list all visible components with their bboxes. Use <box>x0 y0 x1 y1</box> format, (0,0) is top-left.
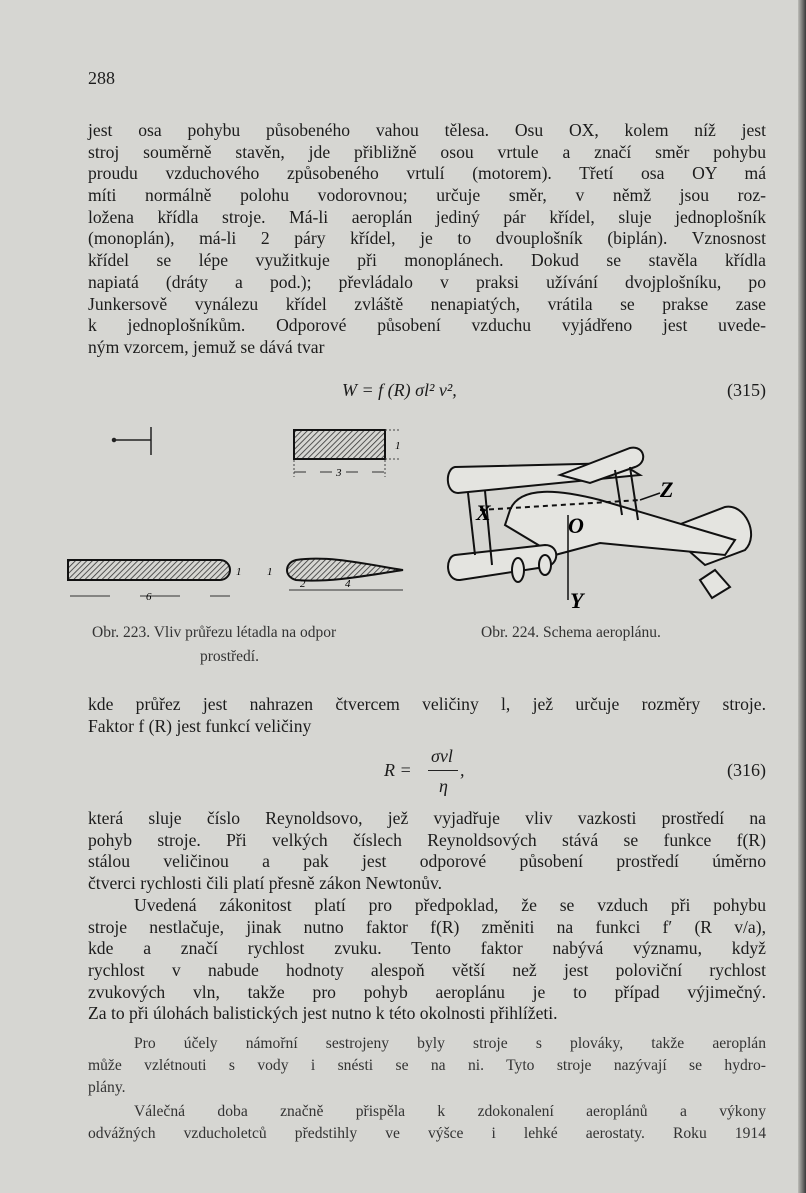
text-line: ložena křídla stroje. Má-li aeroplán jediný pár křídel, sluje jednoplošník <box>88 206 766 227</box>
text-line: plány. <box>88 1079 126 1096</box>
figure-223-caption-cont: prostředí. <box>200 648 259 665</box>
paragraph-1 <box>88 120 766 359</box>
figure-224-caption: Obr. 224. Schema aeroplánu. <box>481 624 661 641</box>
biplane-drawing <box>448 448 751 600</box>
page-number: 288 <box>88 68 115 88</box>
rect-width-label: 3 <box>336 467 342 479</box>
long-width-label: 6 <box>146 591 152 603</box>
text-line: míti normálně polohu vodorovnou; určuje směr, v němž jsou roz- <box>88 185 766 206</box>
equation-316-numerator: σvl <box>431 746 453 766</box>
text-line: Pro účely námořní sestrojeny byly stroje s plováky, takže aeroplán <box>134 1035 766 1052</box>
rect-cross-section <box>294 430 385 459</box>
text-line: křídel se lépe využitkuje při monoplánech. Dokud se stavěla křídla <box>88 250 766 271</box>
figure-223-caption: Obr. 223. Vliv průřezu létadla na odpor <box>92 624 337 641</box>
paragraph-3 <box>88 808 766 895</box>
long-cross-section <box>68 560 230 580</box>
equation-number-315: (315) <box>727 380 766 400</box>
flat-plate-icon <box>113 427 152 455</box>
text-line: stálou veličinou a pak jest odporové působení prostředí úměrno <box>88 851 766 872</box>
paragraph-6 <box>88 1101 766 1145</box>
equation-316-comma: , <box>460 760 465 780</box>
text-line: kde průřez jest nahrazen čtvercem veličiny l, jež určuje rozměry stroje. <box>88 694 766 714</box>
equation-number-316: (316) <box>727 760 766 780</box>
text-line: pohyb stroje. Při velkých číslech Reynoldsových stává se funkce f(R) <box>88 829 766 850</box>
origin-o-label: O <box>568 513 584 538</box>
text-line: (monoplán), má-li 2 páry křídel, je to dvouplošník (biplán). Vznosnost <box>88 228 766 249</box>
text-line: k jednoplošníkům. Odporové působení vzduchu vyjádřeno jest uvede- <box>88 315 766 336</box>
fraction-bar <box>428 770 458 771</box>
text-line: kde a značí rychlost zvuku. Tento faktor nabývá významu, když <box>88 938 766 959</box>
text-line: napiatá (dráty a pod.); převládalo v praksi užívání dvojplošníku, po <box>88 271 766 292</box>
text-line: ným vzorcem, jemuž se dává tvar <box>88 336 325 357</box>
paragraph-4 <box>88 895 766 1025</box>
figure-223-drawing <box>0 415 806 625</box>
text-line: Faktor f (R) jest funkcí veličiny <box>88 715 312 736</box>
text-line: jest osa pohybu působeného vahou tělesa. Osu OX, kolem níž jest <box>88 120 766 140</box>
equation-315: W = f (R) σl² v², <box>342 380 457 400</box>
text-line: Junkersově vynálezu křídel zvláště nenapiatých, vrátila se prakse zase <box>88 293 766 314</box>
text-line: může vzlétnouti s vody i snésti se na ni. Tyto stroje nazývají se hydro- <box>88 1057 766 1074</box>
axis-y-label: Y <box>570 588 584 613</box>
long-height-label: 1 <box>236 566 242 578</box>
drop-height-label: 1 <box>267 566 273 578</box>
text-line: stroje nestlačuje, jinak nutno faktor f(R) změniti na funkci f′ (R v/a), <box>88 916 766 937</box>
paragraph-5 <box>88 1033 766 1099</box>
text-line: Uvedená zákonitost platí pro předpoklad, že se vzduch při pohybu <box>134 895 766 915</box>
text-line: odvážných vzducholetců předstihly ve výšce i lehké aerostaty. Roku 1914 <box>88 1125 766 1142</box>
drop-back-label: 4 <box>345 578 351 590</box>
equation-316-lhs: R = <box>384 760 412 780</box>
axis-z-label: Z <box>660 477 674 502</box>
text-line: zvukových vln, takže pro pohyb aeroplánu je to případ výjimečný. <box>88 981 766 1002</box>
text-line: čtverci rychlosti čili platí přesně zákon Newtonův. <box>88 873 443 894</box>
text-line: Válečná doba značně přispěla k zdokonalení aeroplánů a výkony <box>134 1103 766 1120</box>
rect-height-label: 1 <box>395 440 401 452</box>
axis-x-label: X <box>476 500 491 525</box>
text-line: Za to při úlohách balistických jest nutno k této okolnosti přihlížeti. <box>88 1003 558 1024</box>
text-line: která sluje číslo Reynoldsovo, jež vyjadřuje vliv vazkosti prostředí na <box>88 808 766 828</box>
text-line: rychlost v nabude hodnoty alespoň větší než jest poloviční rychlost <box>88 960 766 981</box>
text-line: stroj souměrně stavěn, jde přibližně osou vrtule a značí směr pohybu <box>88 141 766 162</box>
equation-316-denominator: η <box>439 776 448 796</box>
paragraph-2 <box>88 694 766 737</box>
drop-front-label: 2 <box>300 578 306 590</box>
text-line: proudu vzduchového způsobeného vrtulí (motorem). Třetí osa OY má <box>88 163 766 184</box>
